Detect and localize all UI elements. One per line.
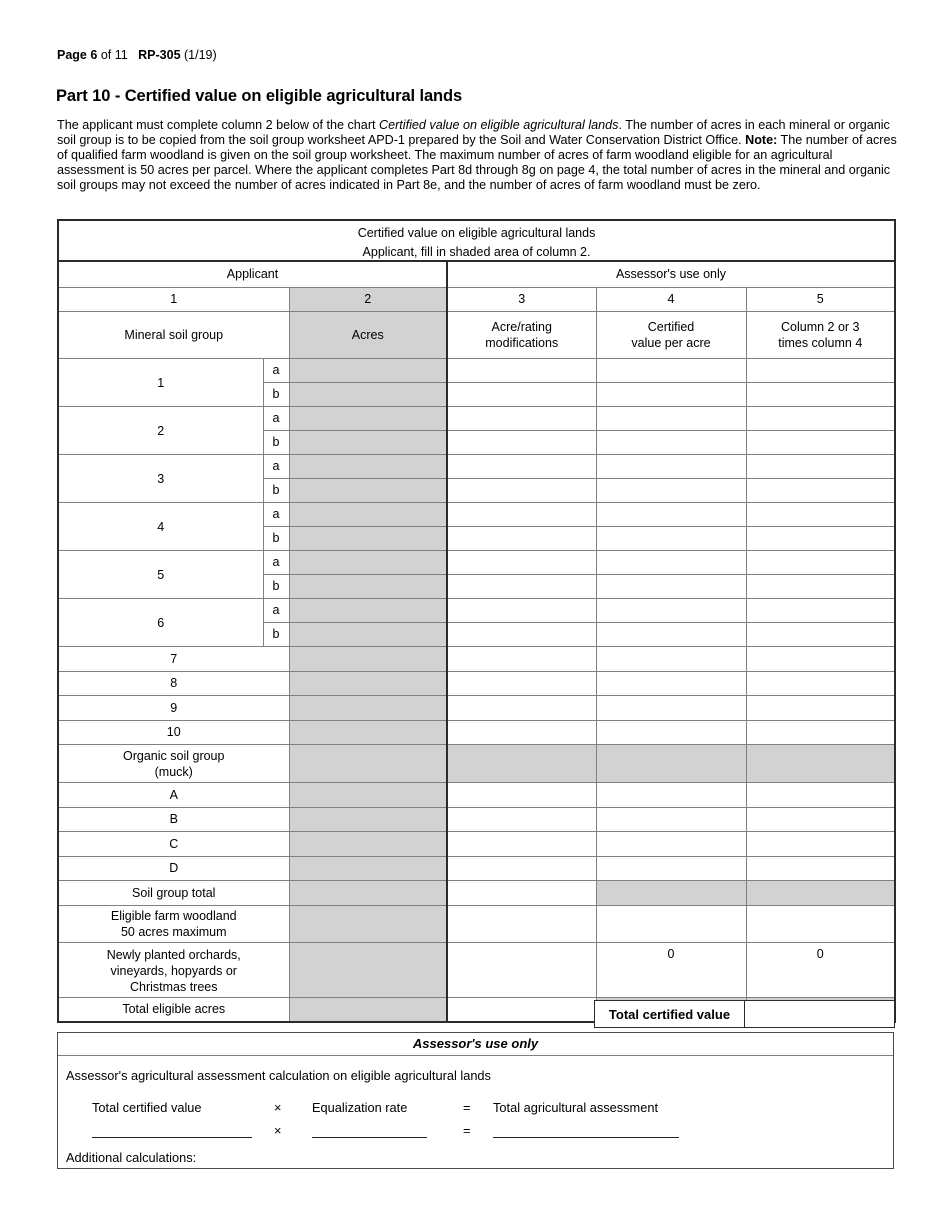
certified-value-cell-5a[interactable] — [596, 551, 746, 575]
table-row — [595, 1001, 895, 1028]
certified-value-cell-a[interactable] — [596, 783, 746, 808]
acres-cell-c[interactable] — [289, 832, 447, 857]
acres-cell-4a[interactable] — [289, 503, 447, 527]
certified-value-cell-3b[interactable] — [596, 479, 746, 503]
table-row — [58, 551, 895, 575]
modifications-cell-6b[interactable] — [447, 623, 596, 647]
assessor-calculation-fields — [92, 1122, 679, 1138]
table-row — [58, 720, 895, 745]
modifications-cell-3b[interactable] — [447, 479, 596, 503]
page-title: Part 10 - Certified value on eligible agricultural lands — [56, 87, 463, 105]
acres-cell-soil-group-total[interactable] — [289, 881, 447, 906]
modifications-cell-8[interactable] — [447, 671, 596, 696]
group-header-assessor: Assessor's use only — [447, 261, 895, 288]
column-header-acres: Acres — [289, 312, 447, 359]
acres-cell-6a[interactable] — [289, 599, 447, 623]
modifications-cell-soil-group-total[interactable] — [447, 881, 596, 906]
col3-line1: Acre/rating — [491, 320, 552, 334]
extension-cell-d[interactable] — [746, 856, 895, 881]
extension-cell-4b[interactable] — [746, 527, 895, 551]
row-label-mineral-8: 8 — [58, 671, 289, 696]
certified-value-cell-6a[interactable] — [596, 599, 746, 623]
field-total-agricultural-assessment[interactable] — [493, 1122, 679, 1138]
row-label-organic-d: D — [58, 856, 289, 881]
row-label-total-eligible-acres: Total eligible acres — [58, 997, 289, 1022]
col4-line2: value per acre — [631, 336, 711, 350]
extension-cell-newly-planted: 0 — [746, 942, 895, 997]
extension-cell-organic-header — [746, 745, 895, 783]
newly-planted-line-1: Newly planted orchards, — [106, 947, 241, 962]
row-label-mineral-7: 7 — [58, 647, 289, 672]
label-total-certified-value: Total certified value — [92, 1100, 202, 1115]
extension-cell-10[interactable] — [746, 720, 895, 745]
row-label-mineral-9: 9 — [58, 696, 289, 721]
multiply-operator-icon-2: × — [274, 1123, 282, 1138]
extension-cell-farm-woodland[interactable] — [746, 905, 895, 942]
certified-value-cell-6b[interactable] — [596, 623, 746, 647]
column-header-column-2-or-3-times-column-4 — [746, 312, 895, 359]
subrow-label-b: b — [263, 575, 289, 599]
certified-value-cell-2b[interactable] — [596, 431, 746, 455]
farm-woodland-line-2: 50 acres maximum — [120, 924, 227, 939]
table-row — [58, 783, 895, 808]
extension-cell-5b[interactable] — [746, 575, 895, 599]
intro-seg-1: The applicant must complete column 2 below of the chart — [57, 118, 380, 132]
modifications-cell-4a[interactable] — [447, 503, 596, 527]
row-label-mineral-2: 2 — [58, 407, 263, 455]
acres-cell-farm-woodland[interactable] — [289, 905, 447, 942]
certified-value-cell-8[interactable] — [596, 671, 746, 696]
certified-value-cell-1a[interactable] — [596, 359, 746, 383]
row-label-organic-soil-group — [58, 745, 289, 783]
table-row — [58, 503, 895, 527]
extension-cell-4a[interactable] — [746, 503, 895, 527]
certified-value-cell-1b[interactable] — [596, 383, 746, 407]
page-label: Page — [57, 48, 87, 62]
table-subtitle: Applicant, fill in shaded area of column 2. — [58, 245, 895, 261]
certified-value-cell-b[interactable] — [596, 807, 746, 832]
certified-value-cell-5b[interactable] — [596, 575, 746, 599]
acres-cell-1b[interactable] — [289, 383, 447, 407]
table-row — [58, 832, 895, 857]
intro-seg-3: The number of acres of qualified farm woodland is given on the soil group worksheet. The maximum number of acres of farm woodland eligible for an agricultural assessment is 50 acres per parcel. Where the applicant completes Part 8d through 8g on page 4, the total number of acres in the mineral and organic soil groups may not exceed the number of acres indicated in Part 8e, and the number of acres of farm woodland must be zero. — [57, 133, 897, 193]
subrow-label-b: b — [263, 383, 289, 407]
modifications-cell-b[interactable] — [447, 807, 596, 832]
acres-cell-total-eligible-acres[interactable] — [289, 997, 447, 1022]
field-equalization-rate[interactable] — [312, 1122, 427, 1138]
total-certified-value-strip — [594, 1000, 895, 1028]
modifications-cell-5a[interactable] — [447, 551, 596, 575]
row-label-newly-planted — [58, 942, 289, 997]
total-certified-value-field[interactable] — [745, 1001, 895, 1028]
certified-value-table — [57, 219, 896, 1023]
modifications-cell-1b[interactable] — [447, 383, 596, 407]
certified-value-cell-farm-woodland[interactable] — [596, 905, 746, 942]
modifications-cell-1a[interactable] — [447, 359, 596, 383]
certified-value-cell-4b[interactable] — [596, 527, 746, 551]
table-row — [58, 359, 895, 383]
subrow-label-b: b — [263, 527, 289, 551]
modifications-cell-a[interactable] — [447, 783, 596, 808]
certified-value-cell-2a[interactable] — [596, 407, 746, 431]
field-total-certified-value[interactable] — [92, 1122, 252, 1138]
acres-cell-6b[interactable] — [289, 623, 447, 647]
acres-cell-3b[interactable] — [289, 479, 447, 503]
subrow-label-a: a — [263, 599, 289, 623]
label-total-agricultural-assessment: Total agricultural assessment — [493, 1100, 659, 1115]
page-header — [57, 47, 217, 63]
acres-cell-a[interactable] — [289, 783, 447, 808]
certified-value-cell-d[interactable] — [596, 856, 746, 881]
group-header-applicant: Applicant — [58, 261, 447, 288]
modifications-cell-newly-planted[interactable] — [447, 942, 596, 997]
modifications-cell-3a[interactable] — [447, 455, 596, 479]
col5-line2: times column 4 — [778, 336, 863, 350]
table-row — [58, 671, 895, 696]
equals-operator-icon: = — [463, 1100, 471, 1115]
row-label-organic-a: A — [58, 783, 289, 808]
assessor-use-only-box — [57, 1032, 894, 1169]
acres-cell-1a[interactable] — [289, 359, 447, 383]
intro-note-label: Note: — [745, 133, 778, 148]
column-header-certified-value-per-acre — [596, 312, 746, 359]
acres-cell-5b[interactable] — [289, 575, 447, 599]
table-row — [58, 599, 895, 623]
extension-cell-1b[interactable] — [746, 383, 895, 407]
table-row — [58, 881, 895, 906]
organic-line-1: Organic soil group — [123, 748, 225, 763]
modifications-cell-2b[interactable] — [447, 431, 596, 455]
extension-cell-3b[interactable] — [746, 479, 895, 503]
extension-cell-c[interactable] — [746, 832, 895, 857]
newly-planted-line-2: vineyards, hopyards or — [110, 963, 237, 978]
column-number-5: 5 — [746, 288, 895, 312]
row-label-mineral-1: 1 — [58, 359, 263, 407]
additional-calculations-label: Additional calculations: — [66, 1150, 197, 1165]
acres-cell-5a[interactable] — [289, 551, 447, 575]
modifications-cell-7[interactable] — [447, 647, 596, 672]
acres-cell-7[interactable] — [289, 647, 447, 672]
table-row — [58, 905, 895, 942]
table-title: Certified value on eligible agricultural lands — [58, 220, 895, 245]
modifications-cell-10[interactable] — [447, 720, 596, 745]
assessor-box-body — [58, 1056, 893, 1169]
page-number: 6 — [90, 48, 98, 62]
modifications-cell-organic-header — [447, 745, 596, 783]
extension-cell-b[interactable] — [746, 807, 895, 832]
row-label-organic-c: C — [58, 832, 289, 857]
column-number-1: 1 — [58, 288, 289, 312]
table-row — [58, 455, 895, 479]
row-label-mineral-10: 10 — [58, 720, 289, 745]
col4-line1: Certified — [647, 320, 695, 334]
subrow-label-a: a — [263, 407, 289, 431]
organic-line-2: (muck) — [154, 764, 193, 779]
intro-paragraph — [57, 118, 897, 193]
modifications-cell-6a[interactable] — [447, 599, 596, 623]
modifications-cell-5b[interactable] — [447, 575, 596, 599]
row-label-mineral-4: 4 — [58, 503, 263, 551]
certified-value-cell-c[interactable] — [596, 832, 746, 857]
extension-cell-6a[interactable] — [746, 599, 895, 623]
certified-value-cell-7[interactable] — [596, 647, 746, 672]
modifications-cell-c[interactable] — [447, 832, 596, 857]
row-label-mineral-6: 6 — [58, 599, 263, 647]
acres-cell-9[interactable] — [289, 696, 447, 721]
row-label-soil-group-total: Soil group total — [58, 881, 289, 906]
extension-cell-8[interactable] — [746, 671, 895, 696]
farm-woodland-line-1: Eligible farm woodland — [110, 908, 237, 923]
extension-cell-soil-group-total — [746, 881, 895, 906]
col5-line1: Column 2 or 3 — [781, 320, 860, 334]
form-id: RP-305 — [138, 48, 181, 62]
certified-value-cell-4a[interactable] — [596, 503, 746, 527]
subrow-label-a: a — [263, 359, 289, 383]
acres-cell-8[interactable] — [289, 671, 447, 696]
subrow-label-b: b — [263, 431, 289, 455]
modifications-cell-2a[interactable] — [447, 407, 596, 431]
certified-value-cell-organic-header — [596, 745, 746, 783]
extension-cell-a[interactable] — [746, 783, 895, 808]
table-row — [58, 407, 895, 431]
row-label-organic-b: B — [58, 807, 289, 832]
extension-cell-2a[interactable] — [746, 407, 895, 431]
certified-value-cell-newly-planted: 0 — [596, 942, 746, 997]
extension-cell-7[interactable] — [746, 647, 895, 672]
assessor-calculation-labels — [92, 1100, 658, 1115]
acres-cell-newly-planted[interactable] — [289, 942, 447, 997]
table-row — [58, 942, 895, 997]
modifications-cell-4b[interactable] — [447, 527, 596, 551]
of-label: of — [100, 48, 112, 62]
acres-cell-10[interactable] — [289, 720, 447, 745]
certified-value-cell-3a[interactable] — [596, 455, 746, 479]
modifications-cell-farm-woodland[interactable] — [447, 905, 596, 942]
intro-seg-2: . The number of acres in each mineral or organic soil group is to be copied from the soil group worksheet APD-1 prepared by the Soil and Water Conservation District Office. — [57, 118, 890, 148]
table-row — [58, 807, 895, 832]
modifications-cell-9[interactable] — [447, 696, 596, 721]
modifications-cell-d[interactable] — [447, 856, 596, 881]
extension-cell-9[interactable] — [746, 696, 895, 721]
acres-cell-2a[interactable] — [289, 407, 447, 431]
acres-cell-4b[interactable] — [289, 527, 447, 551]
intro-italic-1: Certified value on eligible agricultural lands — [379, 118, 619, 132]
assessor-calculation-description: Assessor's agricultural assessment calculation on eligible agricultural lands — [66, 1068, 491, 1083]
certified-value-cell-10[interactable] — [596, 720, 746, 745]
subrow-label-b: b — [263, 479, 289, 503]
extension-cell-2b[interactable] — [746, 431, 895, 455]
column-number-2: 2 — [289, 288, 447, 312]
row-label-eligible-farm-woodland — [58, 905, 289, 942]
page-total: 11 — [114, 48, 128, 62]
total-certified-value-label: Total certified value — [595, 1001, 745, 1028]
table-row — [58, 745, 895, 783]
column-number-4: 4 — [596, 288, 746, 312]
newly-planted-line-3: Christmas trees — [129, 979, 218, 994]
acres-cell-d[interactable] — [289, 856, 447, 881]
extension-cell-5a[interactable] — [746, 551, 895, 575]
table-row — [58, 647, 895, 672]
multiply-operator-icon: × — [274, 1100, 282, 1115]
col3-line2: modifications — [485, 336, 559, 350]
form-revision: (1/19) — [184, 48, 217, 62]
acres-cell-3a[interactable] — [289, 455, 447, 479]
row-label-mineral-3: 3 — [58, 455, 263, 503]
column-header-mineral-soil-group: Mineral soil group — [58, 312, 289, 359]
acres-cell-b[interactable] — [289, 807, 447, 832]
subrow-label-a: a — [263, 551, 289, 575]
assessor-box-title: Assessor's use only — [58, 1033, 893, 1056]
acres-cell-organic-header — [289, 745, 447, 783]
extension-cell-1a[interactable] — [746, 359, 895, 383]
row-label-mineral-5: 5 — [58, 551, 263, 599]
table-row — [58, 696, 895, 721]
subrow-label-b: b — [263, 623, 289, 647]
label-equalization-rate: Equalization rate — [312, 1100, 408, 1115]
certified-value-cell-9[interactable] — [596, 696, 746, 721]
table-row — [58, 856, 895, 881]
subrow-label-a: a — [263, 503, 289, 527]
column-header-acre-rating-modifications — [447, 312, 596, 359]
extension-cell-3a[interactable] — [746, 455, 895, 479]
modifications-cell-total-eligible-acres[interactable] — [447, 997, 596, 1022]
column-number-3: 3 — [447, 288, 596, 312]
extension-cell-6b[interactable] — [746, 623, 895, 647]
certified-value-cell-soil-group-total — [596, 881, 746, 906]
subrow-label-a: a — [263, 455, 289, 479]
equals-operator-icon-2: = — [463, 1123, 471, 1138]
acres-cell-2b[interactable] — [289, 431, 447, 455]
